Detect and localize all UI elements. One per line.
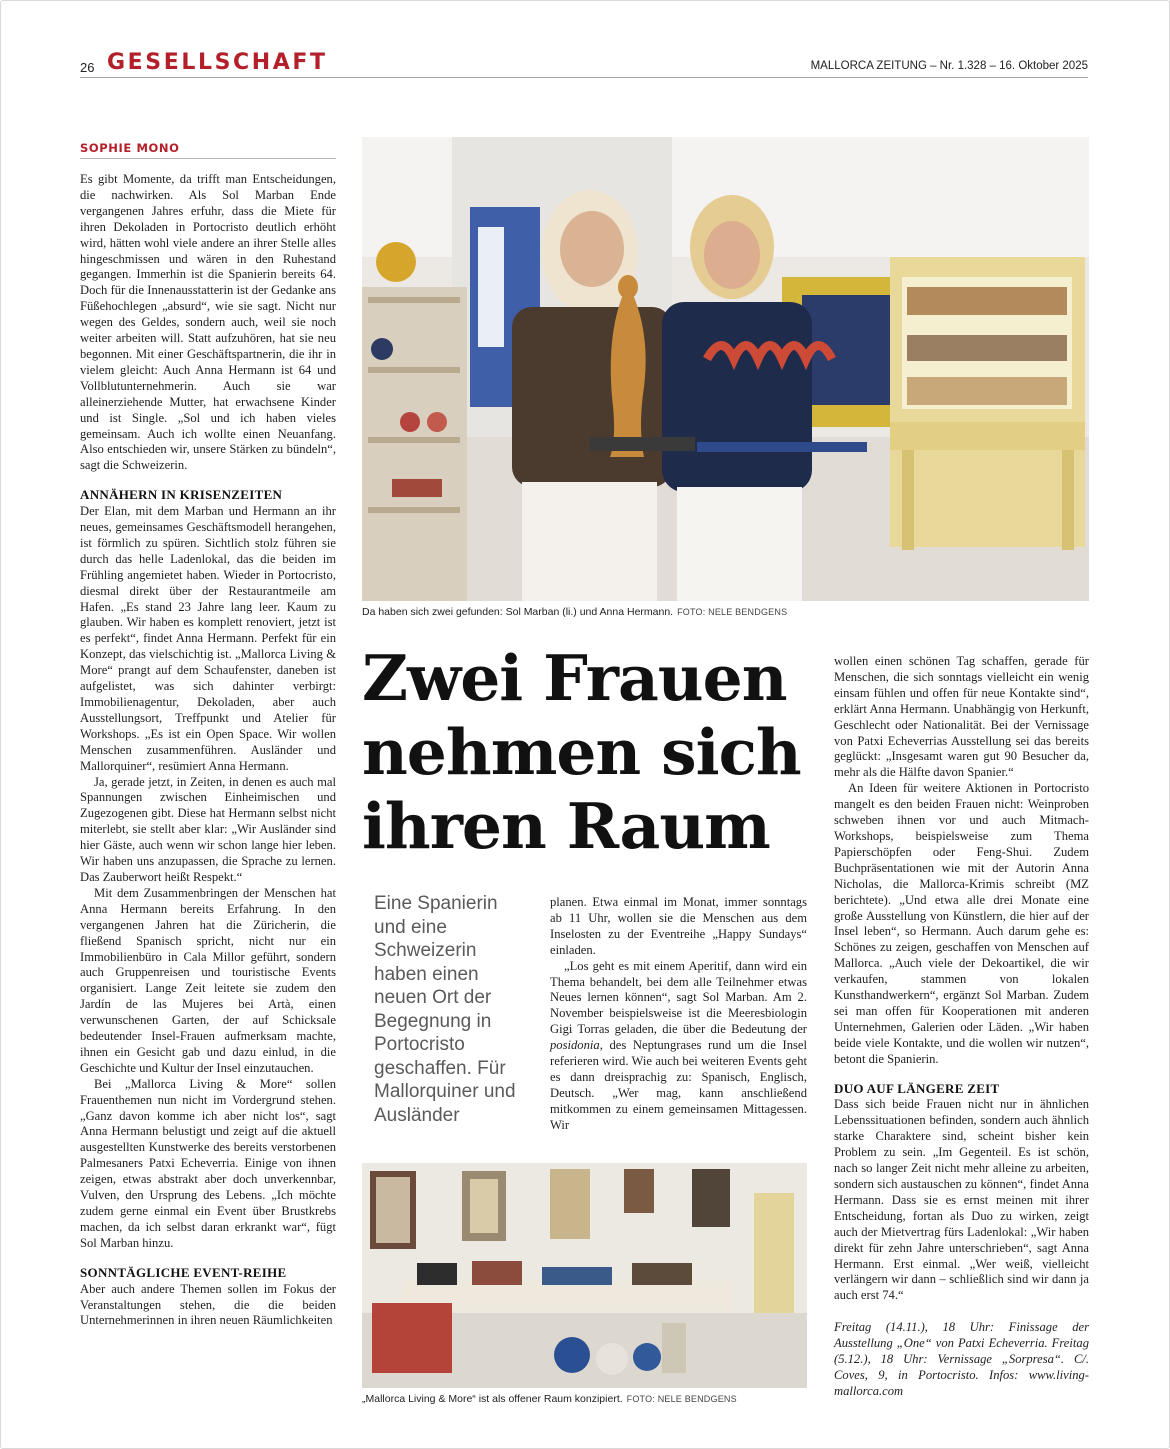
author-byline: SOPHIE MONO [80,141,336,159]
photo-credit: FOTO: NELE BENDGENS [677,607,788,617]
page-header [80,52,1088,78]
italic-term: posidonia [550,1038,600,1053]
subheading: DUO AUF LÄNGERE ZEIT [834,1080,1000,1096]
headline-line: Zwei Frauen [362,641,787,715]
page-number: 26 [80,60,95,75]
paragraph: Ja, gerade jetzt, in Zeiten, in denen es auch mal Spannungen zwischen Einheimischen und Zugezogenen gibt. Diese hat Hermann selbst nicht miterlebt, sie stellt aber klar: „Wir Ausländer sind hier Gäste, auch wenn wir schon lange hier leben. Wir haben uns anzupassen, die Sprache zu lernen. Das Zauberwort heißt Respekt.“ [80,774,336,884]
caption-text: Da haben sich zwei gefunden: Sol Marban (li.) und Anna Hermann. [362,606,674,618]
paragraph: „Los geht es mit einem Aperitif, dann wird ein Thema behandelt, bei dem alle Teilnehmer etwas Neues lernen können“, sagt Sol Marban. Am 2. November beispielsweise ist die Meeresbiologin Gigi Torras geladen, die über die Bedeutung der posidonia, des Neptungrases rund um die Insel referieren wird. Wie auch bei weiteren Events geht es dann dreisprachig zu: Spanisch, Englisch, Deutsch. „Wer mag, kann anschließend mitkommen zu einem gemeinsamen Mittagessen. Wir [550,958,807,1132]
photo-credit: FOTO: NELE BENDGENS [626,1394,737,1404]
article-column-3 [550,895,807,1134]
issue-info: MALLORCA ZEITUNG – Nr. 1.328 – 16. Oktober 2025 [810,60,1088,72]
article-column-1 [80,172,336,1329]
caption-text: „Mallorca Living & More“ ist als offener Raum konzipiert. [362,1393,623,1405]
paragraph: Es gibt Momente, da trifft man Entscheidungen, die nachwirken. Als Sol Marban Ende vergangenen Jahres erfuhr, dass die Miete für ihren Dekoladen in Portocristo deutlich erhöht wird, hätten wohl viele andere an ihrer Stelle alles hingeschmissen und wären in den Ruhestand gegangen. Immerhin ist die Spanierin bereits 64. Doch für die Innenausstatterin ist der Gedanke ans Füßehochlegen „absurd“, wie sie sagt. Nicht nur wegen des Geldes, sondern auch, weil sie noch weiter arbeiten will. Statt aufzuhören, hat sie neu begonnen. Mit einer Geschäftspartnerin, die ihr in vielem gleicht: Auch Anna Hermann ist 64 und Vollblutunternehmerin. Auch sie war alleinerziehende Mutter, hat erwachsene Kinder und ist Single. „Sol und ich haben vieles gemeinsam. Auch ich wollte einen Neuanfang. Also entschieden wir, unsere Stärken zu bündeln“, sagt die Schweizerin. [80,172,336,473]
subheading: ANNÄHERN IN KRISENZEITEN [80,487,283,503]
section-title: GESELLSCHAFT [107,50,328,75]
paragraph: Aber auch andere Themen sollen im Fokus der Veranstaltungen stehen, die die beiden Unternehmerinnen in ihren neuen Räumlichkeiten [80,1281,336,1328]
paragraph: An Ideen für weitere Aktionen in Portocristo mangelt es den beiden Frauen nicht: Weinproben schweben ihnen vor und auch Mitmach-Workshops, beispielsweise zum Thema Papierschöpfen oder Feng-Shui. Zudem Buchpräsentationen wie mit der Autorin Anna Nicholas, die Mallorca-Krimis schreibt (MZ berichtete). „Und etwa alle drei Monate eine große Ausstellung von Künstlern, die hier auf der Insel leben“, so Hermann. Auch darum gehe es: Schönes zu zeigen, geschaffen von Menschen auf Mallorca. „Auch viele der Dekoartikel, die wir verkaufen, stammen von lokalen Kunsthandwerkern“, ergänzt Sol Marban. Zudem sei man offen für Kooperationen mit anderen Unternehmen, Galerien oder Läden. „Wir haben beide viele Kontakte, und die wollen wir nutzen“, betont die Spanierin. [834,781,1089,1066]
shop-photo [362,1163,807,1388]
shop-photo-caption [362,1393,807,1405]
paragraph: Der Elan, mit dem Marban und Hermann an ihr neues, gemeinsames Geschäftsmodell herangehen, ist förmlich zu spüren. Sichtlich stolz führen sie durch das helle Ladenlokal, das die beiden im Frühling angemietet haben. Wieder in Portocristo, diesmal direkt über der Restaurantmeile am Hafen. „Es stand 23 Jahre lang leer. Kaum zu glauben. Wir haben es komplett renoviert, jetzt ist es perfekt“, findet Anna Hermann. Perfekt für ein Konzept, das vielschichtig ist. „Mallorca Living & More“ prangt auf dem Schaufenster, daneben ist aufgelistet, was sich dahinter verbirgt: Immobilienagentur, Dekoladen, aber auch Ausstellungsort, Treffpunkt und Atelier für Workshops. „Es ist ein Open Space. Wir wollen Menschen zusammenführen. Ausländer und Mallorquiner“, resümiert Anna Hermann. [80,504,336,773]
subheading: SONNTÄGLICHE EVENT-REIHE [80,1264,287,1280]
headline-line: ihren Raum [362,789,770,863]
paragraph: Dass sich beide Frauen nicht nur in ähnlichen Lebenssituationen befinden, sondern auch ähnlich starke Charaktere sind, scheint bisher kein Problem zu sein. „Im Gegenteil. Es ist schön, nach so langer Zeit nicht mehr alleine zu arbeiten, sondern sich austauschen zu können“, findet Anna Hermann. Dass sie es ernst meinen mit ihrer Entscheidung, fortan als Duo zu wirken, zeigt auch der Mietvertrag fürs Ladenlokal: „Wir haben direkt für zehn Jahre unterschrieben“, sagt Anna Hermann. Erst einmal. „Wer weiß, vielleicht verlängern wir dann – schließlich sind wir dann ja auch erst 74.“ [834,1097,1089,1303]
event-info: Freitag (14.11.), 18 Uhr: Finissage der Ausstellung „One“ von Patxi Echeverria. Freitag (5.12.), 18 Uhr: Vernissage „Sorpresa“. C/. Coves, 9, in Portocristo. Infos: www.living-mallorca.com [834,1320,1089,1398]
paragraph: planen. Etwa einmal im Monat, immer sonntags ab 11 Uhr, wollen sie die Menschen aus dem Inselosten zu der Eventreihe „Happy Sundays“ einladen. [550,895,807,957]
main-photo-caption [362,606,1089,618]
main-photo-illustration [362,137,1089,601]
article-column-4 [834,654,1089,1400]
main-photo [362,137,1089,601]
paragraph: wollen einen schönen Tag schaffen, gerade für Menschen, die sich sonntags vielleicht ein wenig einsam fühlen und offen für neue Kontakte sind“, erklärt Anna Hermann. Unabhängig von Herkunft, Geschlecht oder Nationalität. Bei der Vernissage von Patxi Echeverrias Ausstellung sei das bereits geglückt: „Insgesamt waren gut 90 Besucher da, mehr als die Hälfte davon Spanier.“ [834,654,1089,780]
teaser: Eine Spanierin und eine Schweizerin haben einen neuen Ort der Begegnung in Portocristo geschaffen. Für Mallorquiner und Ausländer [374,893,516,1126]
headline [362,641,822,863]
shop-photo-illustration [362,1163,807,1388]
headline-line: nehmen sich [362,715,801,789]
paragraph: Mit dem Zusammenbringen der Menschen hat Anna Hermann bereits Erfahrung. In den vergangenen Jahren hat die Züricherin, die fließend Spanisch spricht, nicht nur ein Immobilienbüro in Cala Millor geführt, sondern auch Gruppenreisen und touristische Events organisiert. Lange Zeit leitete sie zudem den Jardín de las Mujeres bei Artà, einen verwunschenen Garten, der auf Schicksale bedeutender Insel-Frauen aufmerksam machte, ihnen ein Gesicht gab und dazu einlud, in die Geschichte und Kultur der Insel einzutauchen. [80,885,336,1075]
paragraph: Bei „Mallorca Living & More“ sollen Frauenthemen nun nicht im Vordergrund stehen. „Ganz davon komme ich aber nicht los“, sagt Anna Hermann belustigt und zeigt auf die aktuell ausgestellten Kunstwerke des bereits verstorbenen Palmesaners Patxi Echeverria. Einige von ihnen zeigen, etwas abstrakt aber doch unverkennbar, Vulven, den Ursprung des Lebens. „Ich möchte zudem gerne einmal ein Event über Brustkrebs machen, da ich selbst daran erkrankt war“, fügt Sol Marban hinzu. [80,1076,336,1250]
